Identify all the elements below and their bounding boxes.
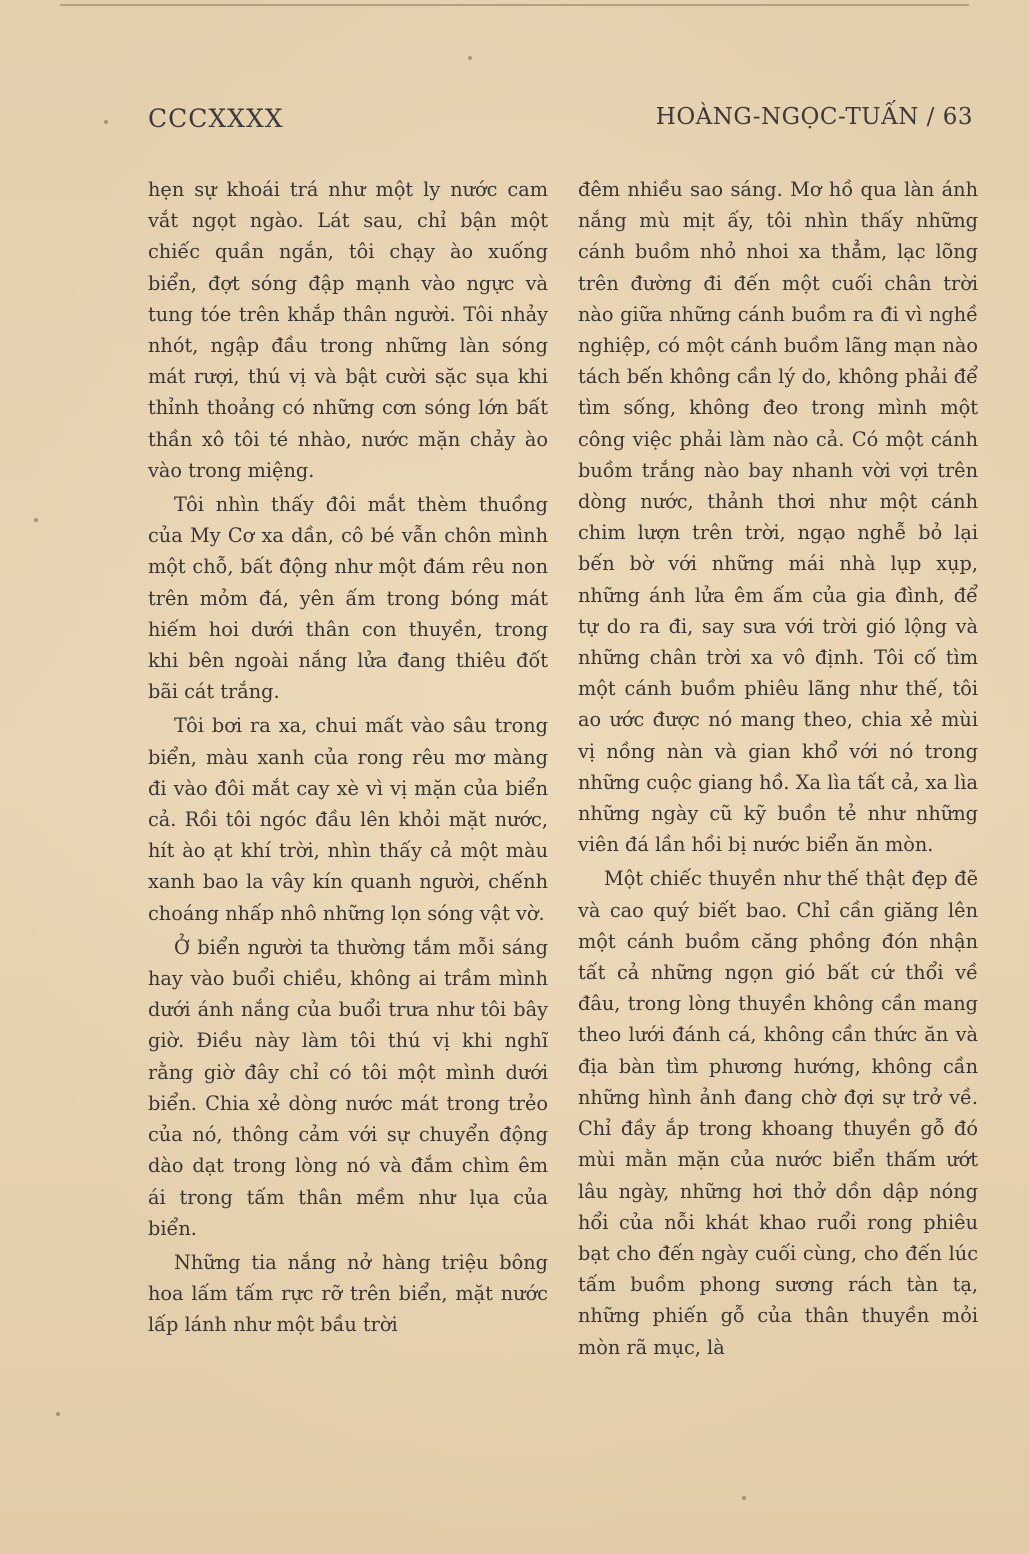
page-top-edge <box>60 4 969 6</box>
paper-speck <box>742 1496 746 1500</box>
paragraph: hẹn sự khoái trá như một ly nước cam vắt ngọt ngào. Lát sau, chỉ bận một chiếc quần ngắn, tôi chạy ào xuống biển, đợt sóng đập mạnh vào ngực và tung tóe trên khắp thân người. Tôi nhảy nhót, ngập đầu trong những làn sóng mát rượi, thú vị và bật cười sặc sụa khi thỉnh thoảng có những cơn sóng lớn bất thần xô tôi té nhào, nước mặn chảy ào vào trong miệng. <box>148 178 548 482</box>
paper-speck <box>468 56 472 60</box>
paper-speck <box>34 518 38 522</box>
right-text-column <box>578 174 978 1366</box>
paragraph: Một chiếc thuyền như thế thật đẹp đẽ và cao quý biết bao. Chỉ cần giăng lên một cánh buồm căng phồng đón nhận tất cả những ngọn gió bất cứ thổi về đâu, trong lòng thuyền không cần mang theo lưới đánh cá, không cần thức ăn và địa bàn tìm phương hướng, không cần những hình ảnh đang chờ đợi sự trở về. Chỉ đầy ắp trong khoang thuyền gỗ đó mùi mằn mặn của nước biển thấm ướt lâu ngày, những hơi thở dồn dập nóng hổi của nỗi khát khao ruổi rong phiêu bạt cho đến ngày cuối cùng, cho đến lúc tấm buồm phong sương rách tàn tạ, những phiến gỗ của thân thuyền mỏi mòn rã mục, là <box>578 867 978 1359</box>
paragraph: Tôi nhìn thấy đôi mắt thèm thuồng của My Cơ xa dần, cô bé vẫn chôn mình một chỗ, bất động như một đám rêu non trên mỏm đá, yên ấm trong bóng mát hiếm hoi dưới thân con thuyền, trong khi bên ngoài nắng lửa đang thiêu đốt bãi cát trắng. <box>148 493 548 704</box>
left-text-column <box>148 174 548 1344</box>
paragraph: Ở biển người ta thường tắm mỗi sáng hay vào buổi chiều, không ai trầm mình dưới ánh nắng của buổi trưa như tôi bây giờ. Điều này làm tôi thú vị khi nghĩ rằng giờ đây chỉ có tôi một mình dưới biển. Chia xẻ dòng nước mát trong trẻo của nó, thông cảm với sự chuyển động dào dạt trong lòng nó và đắm chìm êm ái trong tấm thân mềm như lụa của biển. <box>148 935 548 1240</box>
running-header <box>148 100 973 140</box>
header-left-label: CCCXXXX <box>148 104 284 133</box>
paragraph: đêm nhiều sao sáng. Mơ hồ qua làn ánh nắng mù mịt ấy, tôi nhìn thấy những cánh buồm nhỏ nhoi xa thẳm, lạc lõng trên đường đi đến một cuối chân trời nào giữa những cánh buồm ra đi vì nghề nghiệp, có một cánh buồm lãng mạn nào tách bến không cần lý do, không phải để tìm sống, không đeo trong mình một công việc phải làm nào cả. Có một cánh buồm trắng nào bay nhanh vời vợi trên dòng nước, thảnh thơi như một cánh chim lượn trên trời, ngạo nghễ bỏ lại bến bờ với những mái nhà lụp xụp, những ánh lửa êm ấm của gia đình, để tự do ra đi, say sưa với trời gió lộng và những chân trời xa vô định. Tôi cố tìm một cánh buồm phiêu lãng như thế, tôi ao ước được nó mang theo, chia xẻ mùi vị nồng nàn và gian khổ với nó trong những cuộc giang hồ. Xa lìa tất cả, xa lìa những ngày cũ kỹ buồn tẻ như những viên đá lần hồi bị nước biển ăn mòn. <box>578 178 978 857</box>
paragraph: Tôi bơi ra xa, chui mất vào sâu trong biển, màu xanh của rong rêu mơ màng đi vào đôi mắt cay xè vì vị mặn của biển cả. Rồi tôi ngóc đầu lên khỏi mặt nước, hít ào ạt khí trời, nhìn thấy cả một màu xanh bao la vây kín quanh người, chếnh choáng nhấp nhô những lọn sóng vật vờ. <box>148 714 548 925</box>
header-right-label: HOÀNG-NGỌC-TUẤN / 63 <box>655 104 973 130</box>
paper-speck <box>56 1412 60 1416</box>
paper-speck <box>104 120 108 124</box>
paragraph: Những tia nắng nở hàng triệu bông hoa lấm tấm rực rỡ trên biển, mặt nước lấp lánh như một bầu trời <box>148 1250 548 1337</box>
